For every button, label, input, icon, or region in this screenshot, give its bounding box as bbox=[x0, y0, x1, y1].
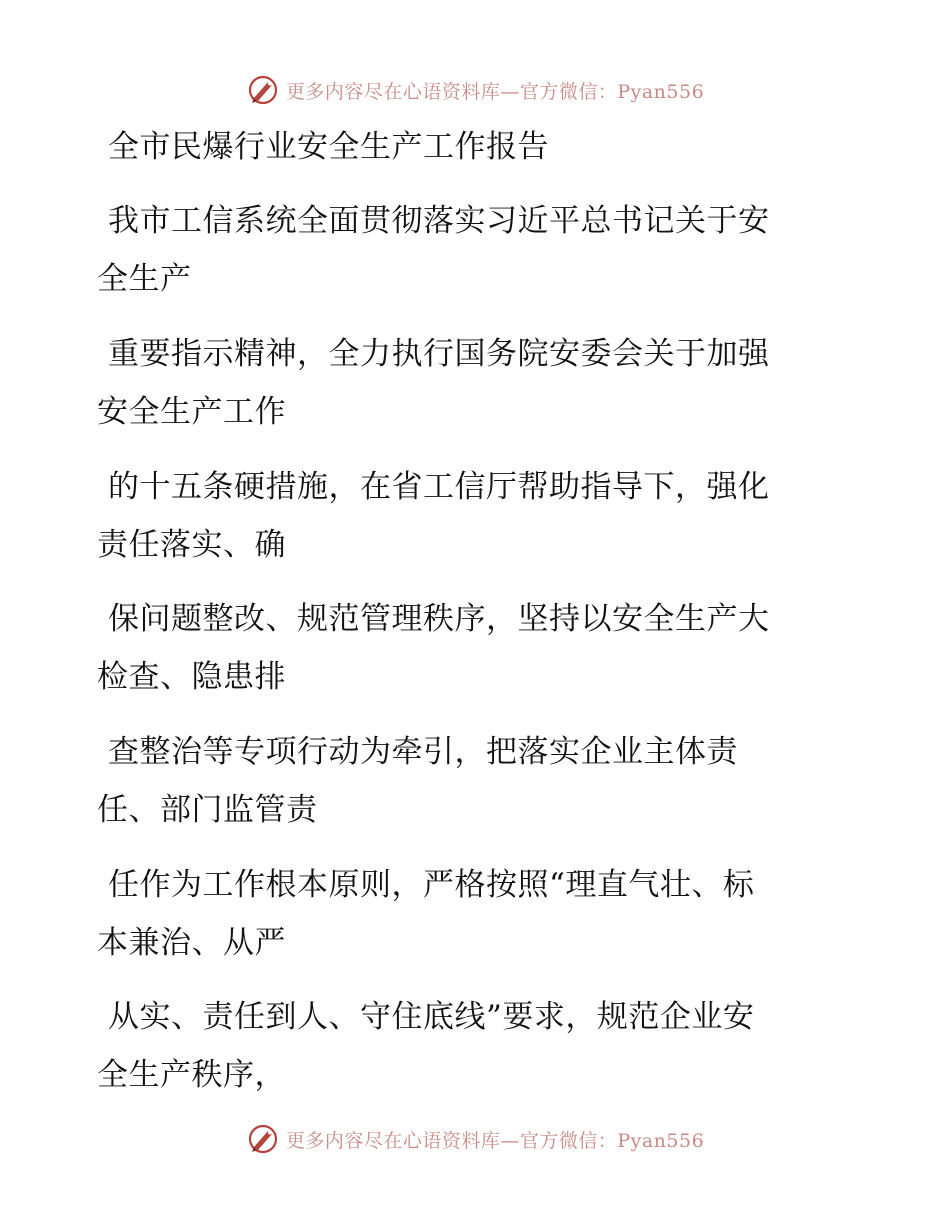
paragraph-line: 的十五条硬措施，在省工信厅帮助指导下，强化 bbox=[108, 469, 770, 505]
paragraph-line: 任作为工作根本原则，严格按照“理直气壮、标 bbox=[108, 867, 755, 903]
document-title: 全市民爆行业安全生产工作报告 bbox=[108, 129, 549, 165]
paragraph-line: 安全生产工作 bbox=[97, 394, 286, 430]
watermark-footer bbox=[0, 1119, 950, 1159]
watermark-text: 更多内容尽在心语资料库—官方微信：Pyan556 bbox=[285, 1129, 705, 1152]
pen-logo-icon bbox=[246, 1122, 280, 1156]
paragraph-line: 检查、隐患排 bbox=[97, 659, 286, 695]
paragraph-line: 查整治等专项行动为牵引，把落实企业主体责 bbox=[108, 734, 738, 770]
paragraph-line: 重要指示精神，全力执行国务院安委会关于加强 bbox=[108, 336, 770, 372]
paragraph-line: 全生产 bbox=[97, 261, 192, 297]
watermark-text: 更多内容尽在心语资料库—官方微信：Pyan556 bbox=[285, 80, 705, 103]
paragraph-line: 我市工信系统全面贯彻落实习近平总书记关于安 bbox=[108, 203, 770, 239]
paragraph-line: 全生产秩序， bbox=[97, 1057, 286, 1093]
paragraph-line: 责任落实、确 bbox=[97, 527, 286, 563]
paragraph-line: 保问题整改、规范管理秩序，坚持以安全生产大 bbox=[108, 601, 770, 637]
paragraph-line: 本兼治、从严 bbox=[97, 925, 286, 961]
paragraph-line: 任、部门监管责 bbox=[97, 792, 318, 828]
paragraph-line: 从实、责任到人、守住底线”要求，规范企业安 bbox=[108, 999, 755, 1035]
